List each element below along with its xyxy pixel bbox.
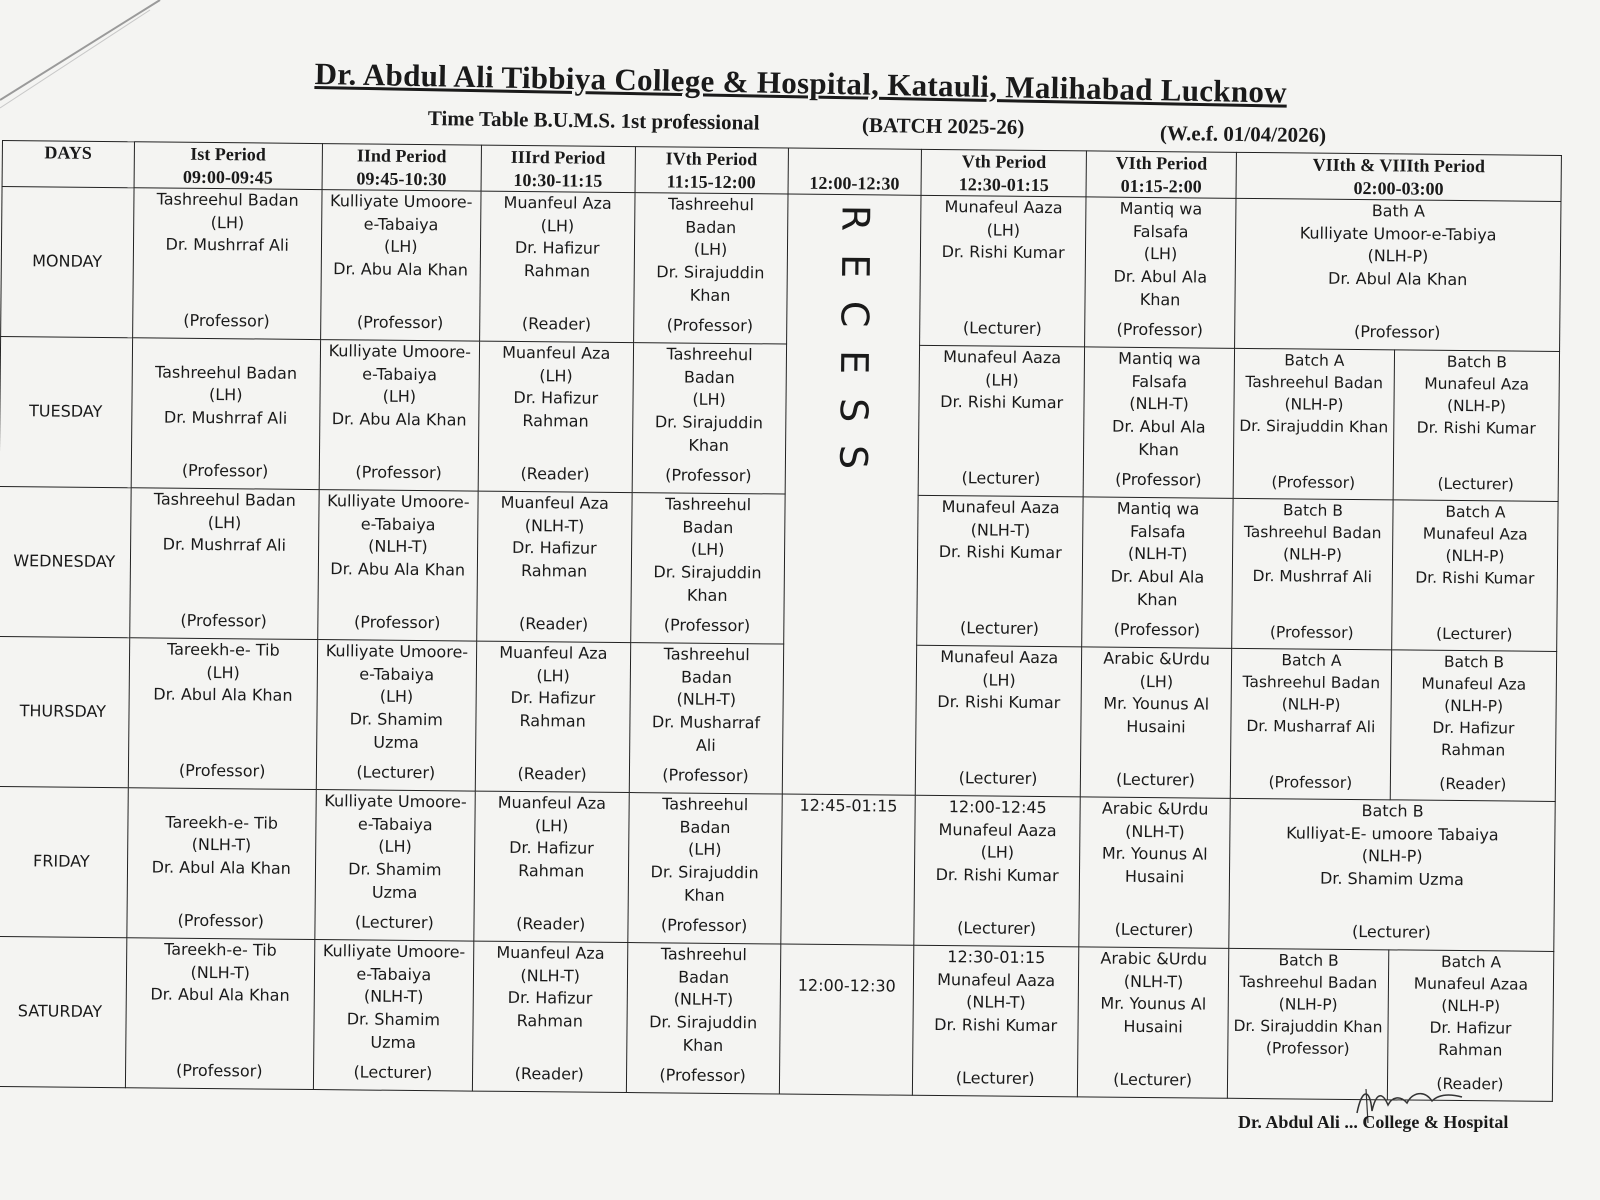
class-details: Muanfeul Aza (NLH-T) Dr. Hafizur Rahman (496, 942, 605, 1031)
class-details: Batch A Tashreehul Badan (NLH-P) Dr. Sirajuddin Khan (1239, 351, 1389, 437)
cell-tuesday-p6 (1083, 347, 1234, 498)
recess-letter: E (832, 253, 877, 281)
cell-monday-p3 (479, 191, 634, 342)
designation: (Professor) (1113, 619, 1201, 640)
period-3-name: IIIrd Period (510, 146, 606, 168)
header-period-1 (134, 142, 323, 190)
recess-letter: C (832, 300, 877, 330)
row-thursday (0, 636, 1557, 801)
designation: (Lecturer) (1115, 770, 1195, 790)
cell-tuesday-p8 (1393, 350, 1560, 502)
class-details: Kulliyate Umoore- e-Tabaiya (LH) Dr. Abu Ala Khan (328, 341, 472, 430)
designation: (Professor) (1116, 319, 1204, 340)
cell-friday-p4 (627, 793, 781, 944)
recess-time: 12:00-12:30 (809, 172, 900, 194)
college-title: Dr. Abdul Ali Tibbiya College & Hospital, Katauli, Malihabad Lucknow (314, 56, 1288, 110)
designation: (Professor) (353, 612, 441, 633)
row-monday (1, 187, 1561, 352)
class-details: Batch A Munafeul Aza (NLH-P) Dr. Rishi Kumar (1415, 502, 1535, 588)
cell-saturday-p6 (1078, 947, 1229, 1098)
designation: (Professor) (356, 312, 444, 333)
day-wednesday: WEDNESDAY (0, 486, 131, 637)
designation: (Lecturer) (1113, 1069, 1193, 1090)
class-details: Tashreehul Badan (LH) Dr. Mushrraf Ali (156, 189, 299, 256)
period-5-time: 12:30-01:15 (958, 173, 1049, 195)
day-tuesday: TUESDAY (0, 336, 132, 487)
designation: (Professor) (659, 1065, 746, 1086)
recess-letter: S (831, 397, 876, 424)
timetable (0, 140, 1562, 1102)
designation: (Professor) (181, 461, 269, 481)
batch-label: (BATCH 2025-26) (861, 112, 1025, 140)
designation: (Professor) (662, 765, 749, 786)
timetable-subtitle: Time Table B.U.M.S. 1st professional (427, 106, 760, 135)
cell-friday-p3 (474, 791, 629, 942)
designation: (Reader) (514, 1064, 584, 1084)
class-details: Mantiq wa Falsafa (NLH-T) Dr. Abul Ala Khan (1110, 498, 1205, 610)
class-details: Muanfeul Aza (LH) Dr. Hafizur Rahman (497, 792, 607, 881)
class-details: Batch B Munafeul Aza (NLH-P) Dr. Rishi Kumar (1416, 352, 1536, 438)
class-details: Bath A Kulliyate Umoor-e-Tabiya (NLH-P) Dr. Abul Ala Khan (1299, 201, 1497, 290)
class-details: Tashreehul Badan (NLH-T) Dr. Sirajuddin Khan (649, 944, 758, 1055)
cell-tuesday-p7 (1233, 348, 1394, 500)
cell-friday-p5 (914, 795, 1080, 947)
row-tuesday (0, 336, 1560, 501)
cell-thursday-p2 (316, 640, 476, 792)
designation: (Professor) (1268, 773, 1353, 792)
designation: (Professor) (666, 315, 754, 336)
period-6-time: 01:15-2:00 (1120, 175, 1202, 197)
saturday-break-time: 12:00-12:30 (779, 944, 914, 1095)
period-1-name: Ist Period (190, 143, 266, 165)
designation: (Reader) (517, 764, 587, 784)
header-period-2 (322, 144, 481, 192)
class-details: Munafeul Aaza (LH) Dr. Rishi Kumar (941, 197, 1065, 263)
designation: (Reader) (516, 914, 586, 934)
period-1-time: 09:00-09:45 (182, 166, 273, 188)
cell-wednesday-p2 (318, 490, 478, 642)
class-details: Kulliyate Umoore- e-Tabaiya (LH) Dr. Shamim Uzma (325, 641, 469, 752)
cell-tuesday-p1 (131, 338, 321, 490)
class-details: Kulliyate Umoore- e-Tabaiya (NLH-T) Dr. Abu Ala Khan (327, 491, 470, 580)
class-details: Tareekh-e- Tib (NLH-T) Dr. Abul Ala Khan (151, 790, 291, 878)
cell-thursday-p1 (128, 638, 318, 790)
designation: (Reader) (1439, 774, 1507, 794)
header-period-5 (921, 149, 1086, 197)
class-details: Tashreehul Badan (LH) Dr. Sirajuddin Khan (654, 344, 764, 455)
class-details: Batch A Munafeul Azaa (NLH-P) Dr. Hafizur Rahman (1413, 952, 1529, 1060)
cell-monday-p78 (1235, 198, 1561, 351)
period-2-name: IInd Period (356, 145, 447, 167)
class-details: Muanfeul Aza (LH) Dr. Hafizur Rahman (502, 342, 611, 431)
period-2-time: 09:45-10:30 (356, 167, 447, 189)
day-monday: MONDAY (1, 187, 134, 338)
class-details: Tashreehul Badan (LH) Dr. Sirajuddin Khan (650, 794, 759, 905)
cell-thursday-p6 (1080, 647, 1231, 798)
class-details: Tashreehul Badan (NLH-T) Dr. Musharraf Ali (651, 644, 761, 755)
period-5-name: Vth Period (961, 151, 1047, 173)
cell-saturday-p7 (1227, 948, 1388, 1100)
row-friday (0, 786, 1555, 951)
class-details: Arabic &Urdu (NLH-T) Mr. Younus Al Husaini (1100, 948, 1208, 1037)
class-details: Tareekh-e- Tib (NLH-T) Dr. Abul Ala Khan (150, 939, 290, 1006)
class-details: Kulliyate Umoore- e-Tabaiya (NLH-T) Dr. Shamim Uzma (322, 941, 466, 1052)
class-details: 12:30-01:15 Munafeul Aaza (NLH-T) Dr. Rishi Kumar (934, 947, 1058, 1036)
recess-letter: S (830, 445, 875, 472)
designation: (Professor) (177, 911, 265, 931)
designation: (Reader) (518, 614, 589, 634)
designation: (Lecturer) (353, 1062, 433, 1083)
class-details: Tareekh-e- Tib (LH) Dr. Abul Ala Khan (153, 639, 293, 706)
designation: (Professor) (1271, 473, 1356, 493)
designation: (Lecturer) (958, 768, 1038, 789)
class-details: Munafeul Aaza (NLH-T) Dr. Rishi Kumar (938, 497, 1062, 563)
period-7-8-time: 02:00-03:00 (1353, 177, 1444, 199)
cell-thursday-p7 (1230, 648, 1391, 800)
designation: (Reader) (520, 464, 590, 484)
recess-letter: E (831, 349, 876, 376)
class-details: Munafeul Aaza (LH) Dr. Rishi Kumar (940, 347, 1064, 413)
day-saturday: SATURDAY (0, 936, 126, 1087)
designation: (Lecturer) (955, 1068, 1035, 1089)
class-details: Kulliyate Umoore- e-Tabaiya (LH) Dr. Abu Ala Khan (329, 191, 473, 280)
cell-friday-p6 (1079, 797, 1230, 948)
designation: (Lecturer) (354, 912, 434, 933)
cell-tuesday-p4 (632, 343, 786, 494)
cell-wednesday-p3 (477, 491, 632, 642)
class-details: Tashreehul Badan (LH) Dr. Sirajuddin Khan (656, 194, 765, 305)
class-details: Batch B Tashreehul Badan (NLH-P) Dr. Mushrraf Ali (1243, 501, 1382, 587)
header-period-4 (635, 147, 788, 194)
designation: (Reader) (1436, 1074, 1504, 1094)
class-details: Muanfeul Aza (LH) Dr. Hafizur Rahman (499, 642, 608, 731)
class-details: Arabic &Urdu (LH) Mr. Younus Al Husaini (1103, 648, 1211, 737)
row-wednesday (0, 486, 1558, 651)
signature-label: Dr. Abdul Ali ... College & Hospital (1238, 1112, 1509, 1132)
period-7-8-name: VIIth & VIIIth Period (1312, 154, 1485, 177)
header-period-6 (1086, 151, 1236, 198)
cell-saturday-p3 (472, 941, 627, 1092)
day-thursday: THURSDAY (0, 636, 129, 787)
class-details: Batch B Kulliyat-E- umoore Tabaiya (NLH-P) Dr. Shamim Uzma (1286, 801, 1499, 890)
cell-tuesday-p3 (478, 341, 633, 492)
designation: (Lecturer) (961, 468, 1041, 489)
cell-saturday-p2 (313, 940, 473, 1092)
cell-friday-p2 (315, 790, 475, 942)
cell-monday-p4 (633, 193, 787, 344)
designation: (Reader) (521, 314, 592, 334)
row-saturday (0, 936, 1554, 1101)
class-details: Mantiq wa Falsafa (NLH-T) Dr. Abul Ala Khan (1111, 348, 1206, 460)
class-details: Batch B Tashreehul Badan (NLH-P) Dr. Sirajuddin Khan (Professor) (1233, 951, 1383, 1058)
designation: (Professor) (180, 611, 267, 631)
cell-wednesday-p8 (1392, 500, 1559, 652)
class-details: Muanfeul Aza (LH) Dr. Hafizur Rahman (503, 192, 612, 281)
cell-monday-p1 (132, 188, 322, 340)
designation: (Professor) (660, 915, 748, 936)
designation: (Lecturer) (1114, 919, 1194, 940)
period-6-name: VIth Period (1115, 152, 1208, 174)
cell-friday-p1 (126, 788, 316, 940)
class-details: 12:00-12:45 Munafeul Aaza (LH) Dr. Rishi Kumar (935, 797, 1059, 886)
cell-friday-p78 (1229, 798, 1555, 951)
designation: (Professor) (663, 615, 751, 636)
cell-saturday-p1 (125, 938, 315, 1090)
cell-wednesday-p6 (1082, 497, 1233, 648)
class-details: Tashreehul Badan (LH) Dr. Sirajuddin Khan (653, 494, 762, 605)
designation: (Professor) (178, 761, 266, 781)
class-details: Tashreehul Badan (LH) Dr. Mushrraf Ali (154, 340, 298, 428)
cell-wednesday-p7 (1232, 498, 1393, 650)
effective-date: (W.e.f. 01/04/2026) (1159, 120, 1327, 148)
designation: (Lecturer) (1436, 624, 1513, 644)
period-3-time: 10:30-11:15 (513, 169, 603, 191)
cell-thursday-p5 (915, 645, 1081, 797)
cell-monday-p5 (920, 195, 1086, 347)
designation: (Lecturer) (960, 618, 1040, 639)
header-days: DAYS (2, 141, 134, 188)
class-details: Tashreehul Badan (LH) Dr. Mushrraf Ali (153, 489, 296, 556)
designation: (Professor) (176, 1060, 263, 1081)
class-details: Batch A Tashreehul Badan (NLH-P) Dr. Musharraf Ali (1242, 651, 1381, 737)
cell-saturday-p5 (913, 945, 1079, 1097)
period-4-name: IVth Period (665, 148, 758, 170)
timetable-wrapper (0, 140, 1562, 1102)
class-details: Arabic &Urdu (NLH-T) Mr. Younus Al Husaini (1101, 798, 1209, 887)
cell-wednesday-p5 (917, 495, 1083, 647)
period-4-time: 11:15-12:00 (666, 170, 756, 192)
header-period-3 (481, 145, 635, 192)
designation: (Professor) (1115, 469, 1202, 490)
recess-letter: R (832, 204, 878, 234)
designation: (Lecturer) (1437, 474, 1514, 494)
header-recess-time (788, 148, 922, 195)
designation: (Lecturer) (356, 762, 436, 783)
cell-thursday-p4 (629, 643, 783, 794)
header-period-7-8 (1236, 152, 1561, 201)
designation: (Professor) (1353, 322, 1441, 343)
class-details: Kulliyate Umoore- e-Tabaiya (LH) Dr. Shamim Uzma (324, 791, 467, 902)
class-details: Batch B Munafeul Aza (NLH-P) Dr. Hafizur Rahman (1421, 652, 1527, 760)
paper-edge-mark (0, 0, 170, 110)
designation: (Lecturer) (1351, 922, 1431, 943)
class-details: Muanfeul Aza (NLH-T) Dr. Hafizur Rahman (500, 492, 609, 581)
class-details: Mantiq wa Falsafa (LH) Dr. Abul Ala Khan (1113, 198, 1208, 310)
cell-saturday-p8 (1387, 950, 1554, 1102)
designation: (Professor) (183, 311, 270, 331)
cell-thursday-p8 (1390, 650, 1557, 802)
cell-tuesday-p2 (319, 340, 479, 492)
day-friday: FRIDAY (0, 786, 128, 937)
cell-saturday-p4 (626, 943, 780, 1094)
designation: (Professor) (1269, 623, 1354, 642)
cell-thursday-p3 (475, 641, 630, 792)
cell-tuesday-p5 (918, 345, 1084, 497)
cell-wednesday-p1 (129, 488, 319, 640)
cell-monday-p2 (320, 190, 480, 342)
cell-monday-p6 (1085, 197, 1236, 348)
designation: (Professor) (665, 465, 752, 486)
friday-break-time: 12:45-01:15 (780, 794, 915, 945)
designation: (Lecturer) (962, 318, 1042, 339)
designation: (Lecturer) (957, 918, 1037, 939)
recess-column (782, 194, 921, 795)
class-details: Munafeul Aaza (LH) Dr. Rishi Kumar (937, 647, 1061, 713)
designation: (Professor) (355, 462, 442, 483)
cell-wednesday-p4 (630, 493, 784, 644)
